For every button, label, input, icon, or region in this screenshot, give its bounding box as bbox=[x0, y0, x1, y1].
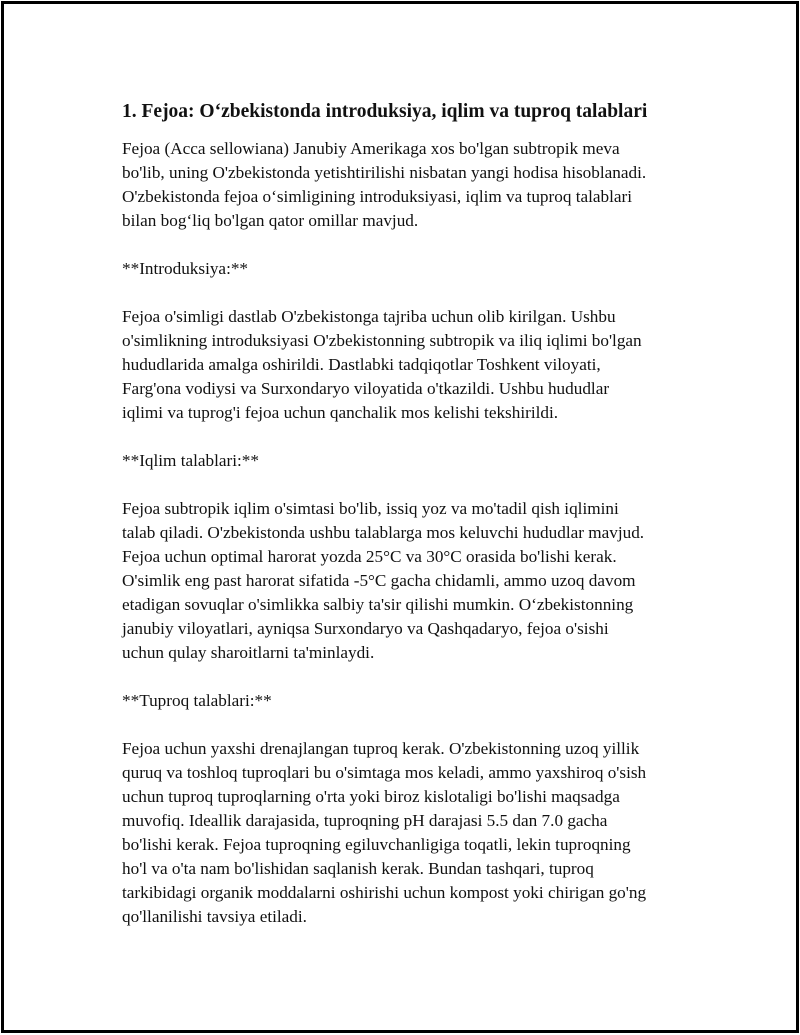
paragraph-introduksiya bbox=[122, 305, 702, 425]
text-line: janubiy viloyatlari, ayniqsa Surxondaryo va Qashqadaryo, fejoa o'sishi bbox=[122, 619, 609, 638]
text-line: **Iqlim talablari:** bbox=[122, 451, 259, 470]
text-line: uchun tuproq tuproqlarning o'rta yoki biroz kislotaligi bo'lishi maqsadga bbox=[122, 787, 620, 806]
text-line: qo'llanilishi tavsiya etiladi. bbox=[122, 907, 307, 926]
text-line: bilan bog‘liq bo'lgan qator omillar mavjud. bbox=[122, 211, 419, 230]
text-line: quruq va toshloq tuproqlari bu o'simtaga mos keladi, ammo yaxshiroq o'sish bbox=[122, 763, 647, 782]
text-line: Farg'ona vodiysi va Surxondaryo viloyatida o'tkazildi. Ushbu hududlar bbox=[122, 379, 610, 398]
section-heading-introduksiya bbox=[122, 257, 702, 281]
document-title: 1. Fejoa: O‘zbekistonda introduksiya, iqlim va tuproq talablari bbox=[122, 101, 648, 122]
text-line: bo'lishi kerak. Fejoa tuproqning egiluvchanligiga toqatli, lekin tuproqning bbox=[122, 835, 631, 854]
text-line: Fejoa uchun yaxshi drenajlangan tuproq kerak. O'zbekistonning uzoq yillik bbox=[122, 739, 640, 758]
paragraph-tuproq bbox=[122, 737, 702, 929]
text-line: O'zbekistonda fejoa o‘simligining introduksiyasi, iqlim va tuproq talablari bbox=[122, 187, 633, 206]
text-line: iqlimi va tuprog'i fejoa uchun qanchalik mos kelishi tekshirildi. bbox=[122, 403, 559, 422]
page-frame bbox=[1, 1, 799, 1033]
document-body bbox=[122, 99, 702, 953]
paragraph-intro bbox=[122, 137, 702, 233]
section-heading-tuproq bbox=[122, 689, 702, 713]
text-line: tarkibidagi organik moddalarni oshirishi uchun kompost yoki chirigan go'ng bbox=[122, 883, 647, 902]
text-line: **Introduksiya:** bbox=[122, 259, 249, 278]
text-line: bo'lib, uning O'zbekistonda yetishtirilishi nisbatan yangi hodisa hisoblanadi. bbox=[122, 163, 647, 182]
text-line: muvofiq. Ideallik darajasida, tuproqning pH darajasi 5.5 dan 7.0 gacha bbox=[122, 811, 608, 830]
text-line: Fejoa subtropik iqlim o'simtasi bo'lib, issiq yoz va mo'tadil qish iqlimini bbox=[122, 499, 619, 518]
text-line: hududlarida amalga oshirildi. Dastlabki tadqiqotlar Toshkent viloyati, bbox=[122, 355, 601, 374]
text-line: Fejoa uchun optimal harorat yozda 25°C va 30°C orasida bo'lishi kerak. bbox=[122, 547, 617, 566]
section-heading-iqlim bbox=[122, 449, 702, 473]
text-line: Fejoa o'simligi dastlab O'zbekistonga tajriba uchun olib kirilgan. Ushbu bbox=[122, 307, 616, 326]
text-line: Fejoa (Acca sellowiana) Janubiy Amerikaga xos bo'lgan subtropik meva bbox=[122, 139, 620, 158]
text-line: **Tuproq talablari:** bbox=[122, 691, 272, 710]
text-line: uchun qulay sharoitlarni ta'minlaydi. bbox=[122, 643, 375, 662]
text-line: o'simlikning introduksiyasi O'zbekistonning subtropik va iliq iqlimi bo'lgan bbox=[122, 331, 642, 350]
text-line: etadigan sovuqlar o'simlikka salbiy ta'sir qilishi mumkin. O‘zbekistonning bbox=[122, 595, 634, 614]
text-line: talab qiladi. O'zbekistonda ushbu talablarga mos keluvchi hududlar mavjud. bbox=[122, 523, 645, 542]
paragraph-iqlim bbox=[122, 497, 702, 665]
text-line: O'simlik eng past harorat sifatida -5°C gacha chidamli, ammo uzoq davom bbox=[122, 571, 636, 590]
text-line: ho'l va o'ta nam bo'lishidan saqlanish kerak. Bundan tashqari, tuproq bbox=[122, 859, 594, 878]
